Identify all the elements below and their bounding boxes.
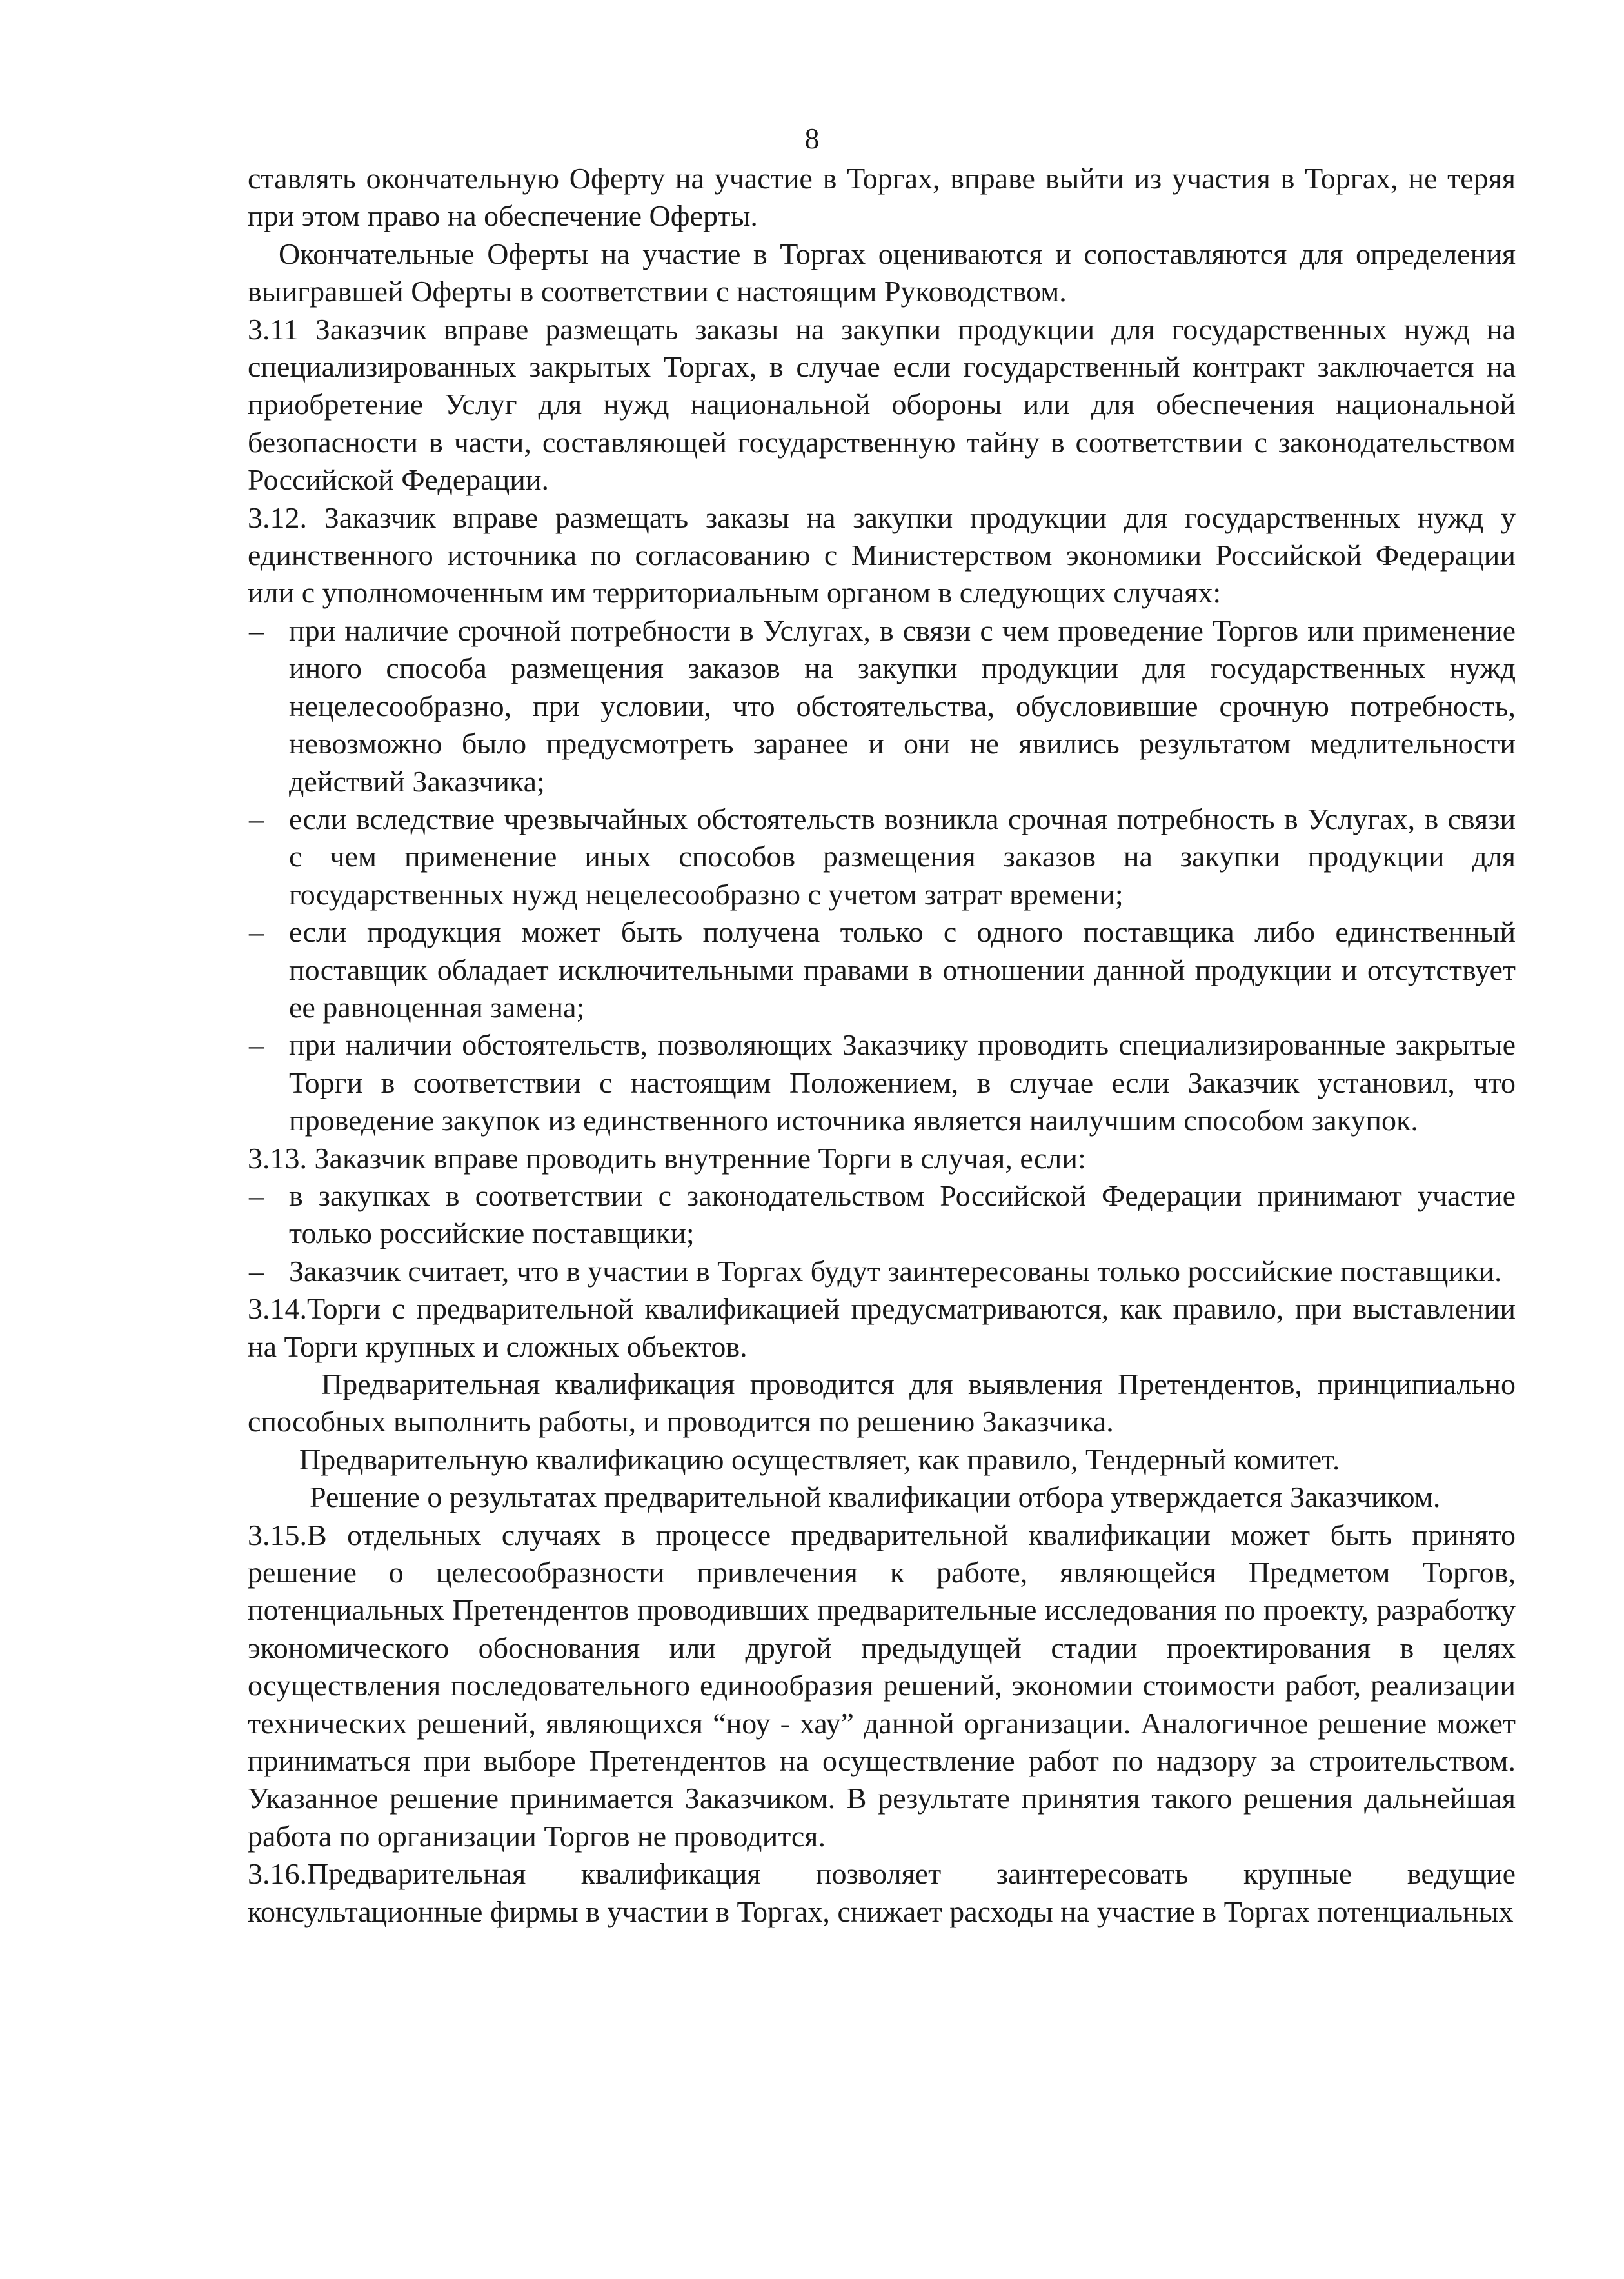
paragraph-final-offers: Окончательные Оферты на участие в Торгах оцениваются и сопоставляются для определения выигравшей Оферты в соответствии с настоящим Руководством. [248, 237, 1516, 308]
list-item [248, 1026, 1516, 1139]
paragraph-3-15: 3.15.В отдельных случаях в процессе предварительной квалификации может быть принято решение о целесообразности привлечения к работе, являющейся Предметом Торгов, потенциальных Претендентов проводивших предварительные исследования по проекту, разработку экономического обоснования или другой предыдущей стадии проектирования в целях осуществления последовательного единообразия решений, экономии стоимости работ, реализации технических решений, являющихся “ноу - хау” данной организации. Аналогичное решение может приниматься при выборе Претендентов на осуществление работ по надзору за строительством. Указанное решение принимается Заказчиком. В результате принятия такого решения дальнейшая работа по организации Торгов не проводится. [248, 1518, 1516, 1853]
dash-marker: – [249, 802, 264, 835]
paragraph-3-13: 3.13. Заказчик вправе проводить внутренние Торги в случая, если: [248, 1141, 1086, 1175]
paragraph-prequalification-purpose: Предварительная квалификация проводится для выявления Претендентов, принципиально способных выполнить работы, и проводится по решению Заказчика. [248, 1368, 1516, 1438]
list-item [248, 801, 1516, 913]
dash-marker: – [249, 1254, 264, 1288]
list-item-text: Заказчик считает, что в участии в Торгах будут заинтересованы только российские поставщики. [289, 1254, 1502, 1288]
dash-marker: – [249, 1028, 264, 1062]
dash-marker: – [249, 613, 264, 647]
paragraph-prequalification-decision: Решение о результатах предварительной квалификации отбора утверждается Заказчиком. [310, 1480, 1441, 1514]
document-body [248, 123, 1516, 1931]
paragraph-3-14: 3.14.Торги с предварительной квалификацией предусматриваются, как правило, при выставлении на Торги крупных и сложных объектов. [248, 1292, 1516, 1363]
list-item-text: при наличие срочной потребности в Услугах, в связи с чем проведение Торгов или применение иного способа размещения заказов на закупки продукции для государственных нужд нецелесообразно, при условии, что обстоятельства, обусловившие срочную потребность, невозможно было предусмотреть заранее и они не явились результатом медлительности действий Заказчика; [289, 613, 1516, 798]
dash-marker: – [249, 1179, 264, 1212]
paragraph-continuation: ставлять окончательную Оферту на участие в Торгах, вправе выйти из участия в Торгах, не теряя при этом право на обеспечение Оферты. [248, 162, 1516, 233]
list-item [248, 612, 1516, 801]
page-number: 8 [804, 122, 820, 155]
list-item-text: в закупках в соответствии с законодательством Российской Федерации принимают участие только российские поставщики; [289, 1179, 1516, 1250]
paragraph-3-11: 3.11 Заказчик вправе размещать заказы на закупки продукции для государственных нужд на специализированных закрытых Торгах, в случае если государственный контракт заключается на приобретение Услуг для нужд национальной обороны или для обеспечения национальной безопасности в части, составляющей государственную тайну в соответствии с законодательством Российской Федерации. [248, 312, 1516, 497]
paragraph-prequalification-committee: Предварительную квалификацию осуществляет, как правило, Тендерный комитет. [299, 1442, 1340, 1476]
list-item-text: если продукция может быть получена только с одного поставщика либо единственный поставщик обладает исключительными правами в отношении данной продукции и отсутствует ее равноценная замена; [289, 915, 1516, 1024]
dash-marker: – [249, 915, 264, 949]
list-item [248, 913, 1516, 1026]
list-3-12 [248, 612, 1516, 1140]
list-item-text: если вследствие чрезвычайных обстоятельств возникла срочная потребность в Услугах, в связи с чем применение иных способов размещения заказов на закупки продукции для государственных нужд нецелесообразно с учетом затрат времени; [289, 802, 1516, 911]
paragraph-3-16: 3.16.Предварительная квалификация позволяет заинтересовать крупные ведущие консультационные фирмы в участии в Торгах, снижает расходы на участие в Торгах потенциальных [248, 1857, 1516, 1928]
list-item [248, 1177, 1516, 1253]
list-item [248, 1253, 1516, 1290]
paragraph-3-12: 3.12. Заказчик вправе размещать заказы на закупки продукции для государственных нужд у единственного источника по согласованию с Министерством экономики Российской Федерации или с уполномоченным им территориальным органом в следующих случаях: [248, 501, 1516, 610]
list-item-text: при наличии обстоятельств, позволяющих Заказчику проводить специализированные закрытые Торги в соответствии с настоящим Положением, в случае если Заказчик установил, что проведение закупок из единственного источника является наилучшим способом закупок. [289, 1028, 1516, 1137]
list-3-13 [248, 1177, 1516, 1290]
